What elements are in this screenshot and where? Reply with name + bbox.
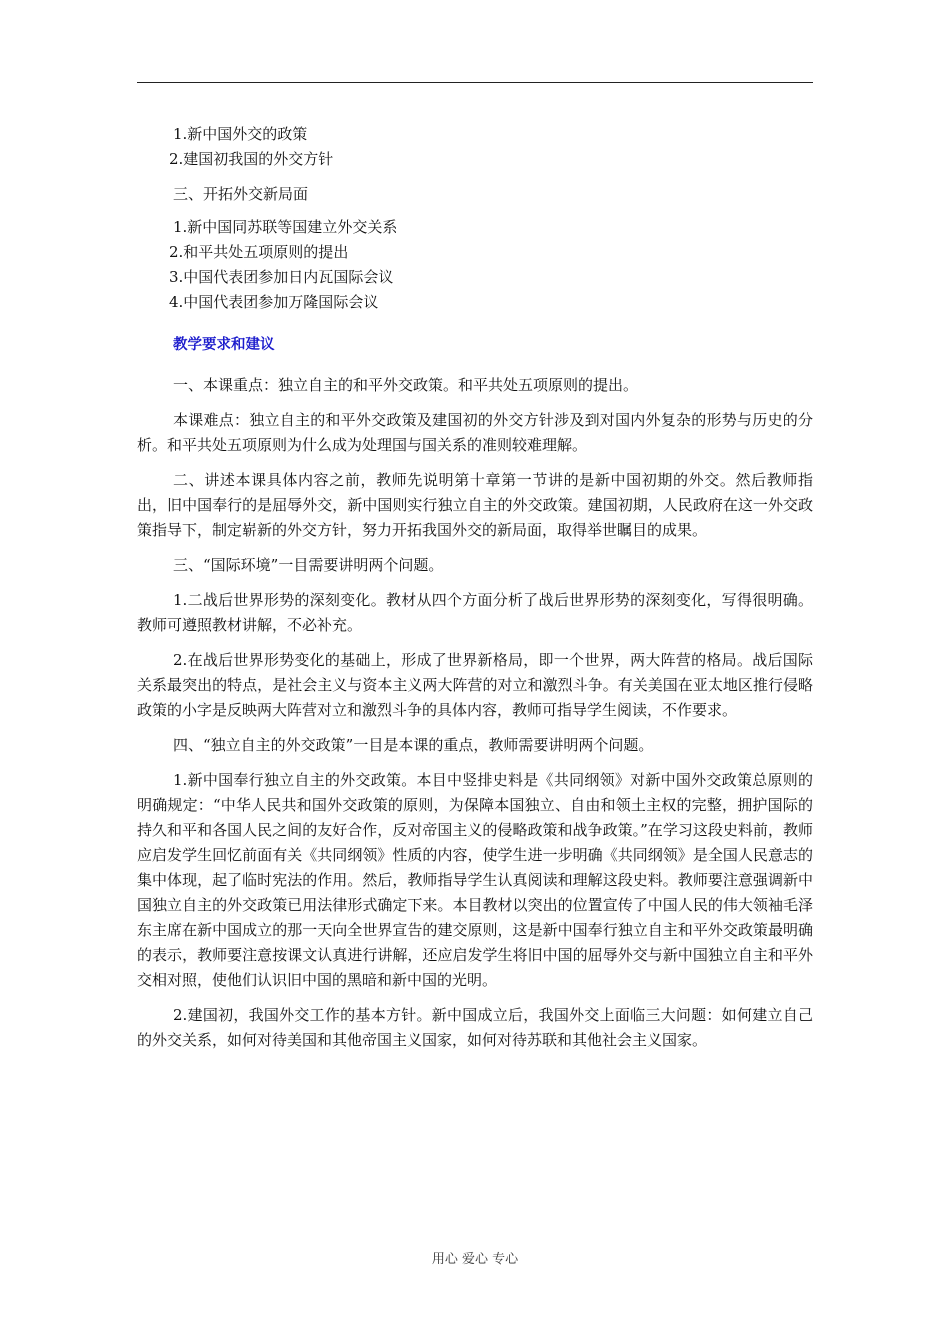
list-item: 2.建国初我国的外交方针 [169,150,334,168]
list-item: 4.中国代表团参加万隆国际会议 [169,293,379,311]
paragraph: 2.在战后世界形势变化的基础上，形成了世界新格局，即一个世界，两大阵营的格局。战后国际关系最突出的特点，是社会主义与资本主义两大阵营的对立和激烈斗争。有关美国在亚太地区推行侵略政策的小字是反映两大阵营对立和激烈斗争的具体内容，教师可指导学生阅读，不作要求。 [137,650,813,719]
section-heading: 三、开拓外交新局面 [173,185,309,203]
paragraph: 三、“国际环境”一目需要讲明两个问题。 [173,555,444,574]
document-body [137,122,813,1053]
paragraph: 1.二战后世界形势的深刻变化。教材从四个方面分析了战后世界形势的深刻变化，写得很明确。教师可遵照教材讲解，不必补充。 [137,590,813,634]
header-rule [137,82,813,83]
list-item: 3.中国代表团参加日内瓦国际会议 [169,268,394,286]
paragraph: 1.新中国奉行独立自主的外交政策。本目中竖排史料是《共同纲领》对新中国外交政策总原则的明确规定：“中华人民共和国外交政策的原则，为保障本国独立、自由和领土主权的完整，拥护国际的持久和平和各国人民之间的友好合作，反对帝国主义的侵略政策和战争政策。”在学习这段史料前，教师应启发学生回忆前面有关《共同纲领》性质的内容，使学生进一步明确《共同纲领》是全国人民意志的集中体现，起了临时宪法的作用。然后，教师指导学生认真阅读和理解这段史料。教师要注意强调新中国独立自主的外交政策已用法律形式确定下来。本目教材以突出的位置宣传了中国人民的伟大领袖毛泽东主席在新中国成立的那一天向全世界宣告的建交原则，这是新中国奉行独立自主和平外交政策最明确的表示，教师要注意按课文认真进行讲解，还应启发学生将旧中国的屈辱外交与新中国独立自主和平外交相对照，使他们认识旧中国的黑暗和新中国的光明。 [137,770,813,989]
paragraph: 一、本课重点：独立自主的和平外交政策。和平共处五项原则的提出。 [173,375,639,394]
paragraph: 2.建国初，我国外交工作的基本方针。新中国成立后，我国外交上面临三大问题：如何建立自己的外交关系，如何对待美国和其他帝国主义国家，如何对待苏联和其他社会主义国家。 [137,1005,813,1049]
list-item: 1.新中国同苏联等国建立外交关系 [173,218,398,236]
teaching-requirements-heading: 教学要求和建议 [173,337,275,353]
list-item: 2.和平共处五项原则的提出 [169,243,349,261]
paragraph: 四、“独立自主的外交政策”一目是本课的重点，教师需要讲明两个问题。 [173,735,654,754]
list-item: 1.新中国外交的政策 [173,125,308,143]
paragraph: 本课难点：独立自主的和平外交政策及建国初的外交方针涉及到对国内外复杂的形势与历史的分析。和平共处五项原则为什么成为处理国与国关系的准则较难理解。 [137,410,813,454]
page-footer: 用心 爱心 专心 [431,1252,519,1267]
paragraph: 二、讲述本课具体内容之前，教师先说明第十章第一节讲的是新中国初期的外交。然后教师指出，旧中国奉行的是屈辱外交，新中国则实行独立自主的外交政策。建国初期，人民政府在这一外交政策指导下，制定崭新的外交方针，努力开拓我国外交的新局面，取得举世瞩目的成果。 [137,470,813,539]
